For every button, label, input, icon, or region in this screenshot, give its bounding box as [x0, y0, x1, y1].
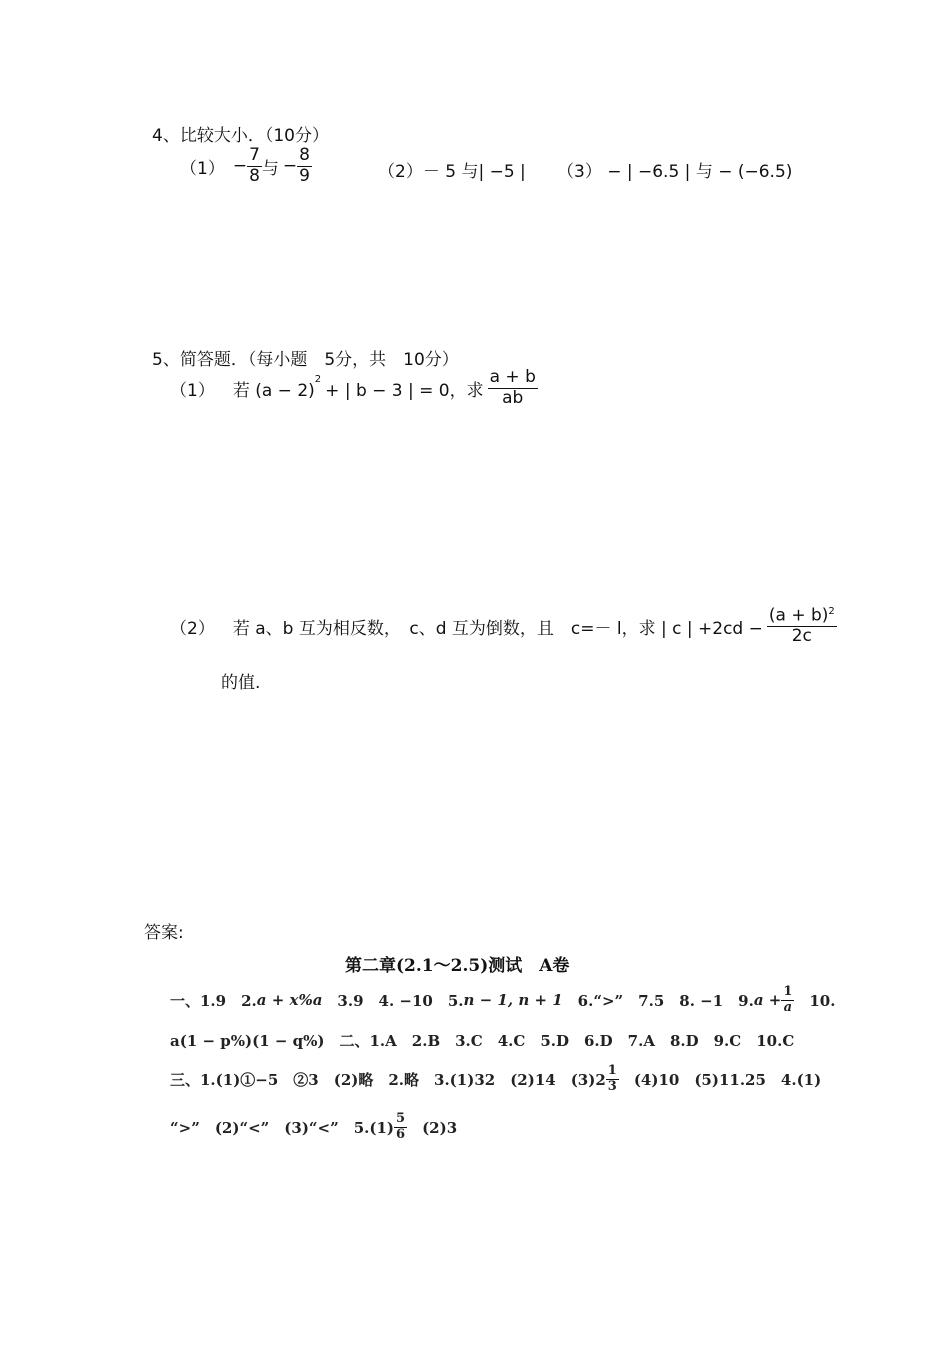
exponent: 2 — [828, 606, 835, 617]
denominator: 8 — [249, 165, 260, 186]
answer-text: (4)10 (5)11.25 4.(1) — [618, 1070, 822, 1089]
answer-fraction — [394, 1112, 407, 1143]
fraction-a — [247, 146, 262, 186]
answer-line-1 — [170, 985, 835, 1016]
exponent: 2 — [314, 374, 322, 385]
answer-expression: a + — [753, 991, 782, 1010]
answer-text: “>” (2)“<” (3)“<” 5.(1) — [170, 1118, 395, 1137]
answers-heading: 第二章(2.1～2.5)测试 A卷 — [345, 956, 570, 976]
numerator — [767, 606, 837, 627]
question-5-part-2-tail: 的值. — [221, 673, 261, 693]
denominator: 3 — [607, 1078, 617, 1094]
numerator: 1 — [607, 1063, 617, 1078]
question-5-part-1 — [170, 368, 538, 408]
numerator: 8 — [299, 145, 310, 165]
denominator: 9 — [299, 165, 310, 186]
answer-fraction — [606, 1064, 619, 1095]
fraction — [767, 606, 837, 647]
answer-fraction — [781, 985, 794, 1016]
answer-text: (2)3 — [407, 1118, 458, 1137]
answer-text: 10. — [794, 991, 836, 1010]
numerator-text: (a + b) — [768, 605, 829, 626]
part-label: （1） — [180, 158, 225, 179]
denominator: ab — [502, 387, 524, 408]
answer-text: 三、1.(1)①−5 ②3 (2)略 2.略 3.(1)32 (2)14 (3)2 — [170, 1070, 606, 1089]
fraction — [488, 368, 538, 408]
answer-expression: a + x%a — [256, 991, 323, 1010]
question-4-title: 4、比较大小．（10分） — [152, 126, 329, 146]
answer-text: 6.“>” 7.5 8. −1 9. — [562, 991, 754, 1010]
numerator: a + b — [489, 367, 536, 387]
numerator: 5 — [396, 1111, 406, 1126]
equation-text: 若 (a − 2) — [232, 380, 315, 401]
equation-text: 若 a、b 互为相反数， c、d 互为倒数，且 c=－ l，求 | c | +2cd − — [232, 618, 763, 639]
denominator: a — [783, 999, 793, 1015]
answer-line-3 — [170, 1064, 821, 1095]
question-4-part-3: （3） − | −6.5 | 与 − (−6.5) — [557, 162, 793, 182]
denominator: 2c — [791, 626, 812, 647]
question-4-part-2: （2）－ 5 与| −5 | — [378, 162, 526, 182]
question-5-part-2 — [170, 606, 837, 647]
fraction-b — [297, 146, 312, 186]
denominator: 6 — [396, 1126, 406, 1142]
answer-text: 3.9 4. −10 5. — [322, 991, 464, 1010]
answer-expression: n − 1, n + 1 — [463, 991, 563, 1010]
connector-text: 与 — [261, 158, 279, 179]
numerator: 7 — [249, 145, 260, 165]
numerator: 1 — [783, 984, 793, 999]
question-4-part-1 — [180, 146, 312, 186]
part-label: （2） — [170, 618, 215, 639]
answers-label: 答案: — [144, 923, 184, 943]
equation-text-2: + | b − 3 | = 0，求 — [325, 380, 484, 401]
answer-line-4 — [170, 1112, 457, 1143]
answer-text: 一、1.9 2. — [170, 991, 257, 1010]
answer-line-2: a(1 − p%)(1 − q%) 二、1.A 2.B 3.C 4.C 5.D 6.D 7.A 8.D 9.C 10.C — [170, 1032, 795, 1050]
minus-sign: − — [232, 156, 248, 177]
part-label: （1） — [170, 380, 215, 401]
question-5-title: 5、简答题．（每小题 5分，共 10分） — [152, 350, 459, 370]
minus-sign: − — [282, 156, 298, 177]
